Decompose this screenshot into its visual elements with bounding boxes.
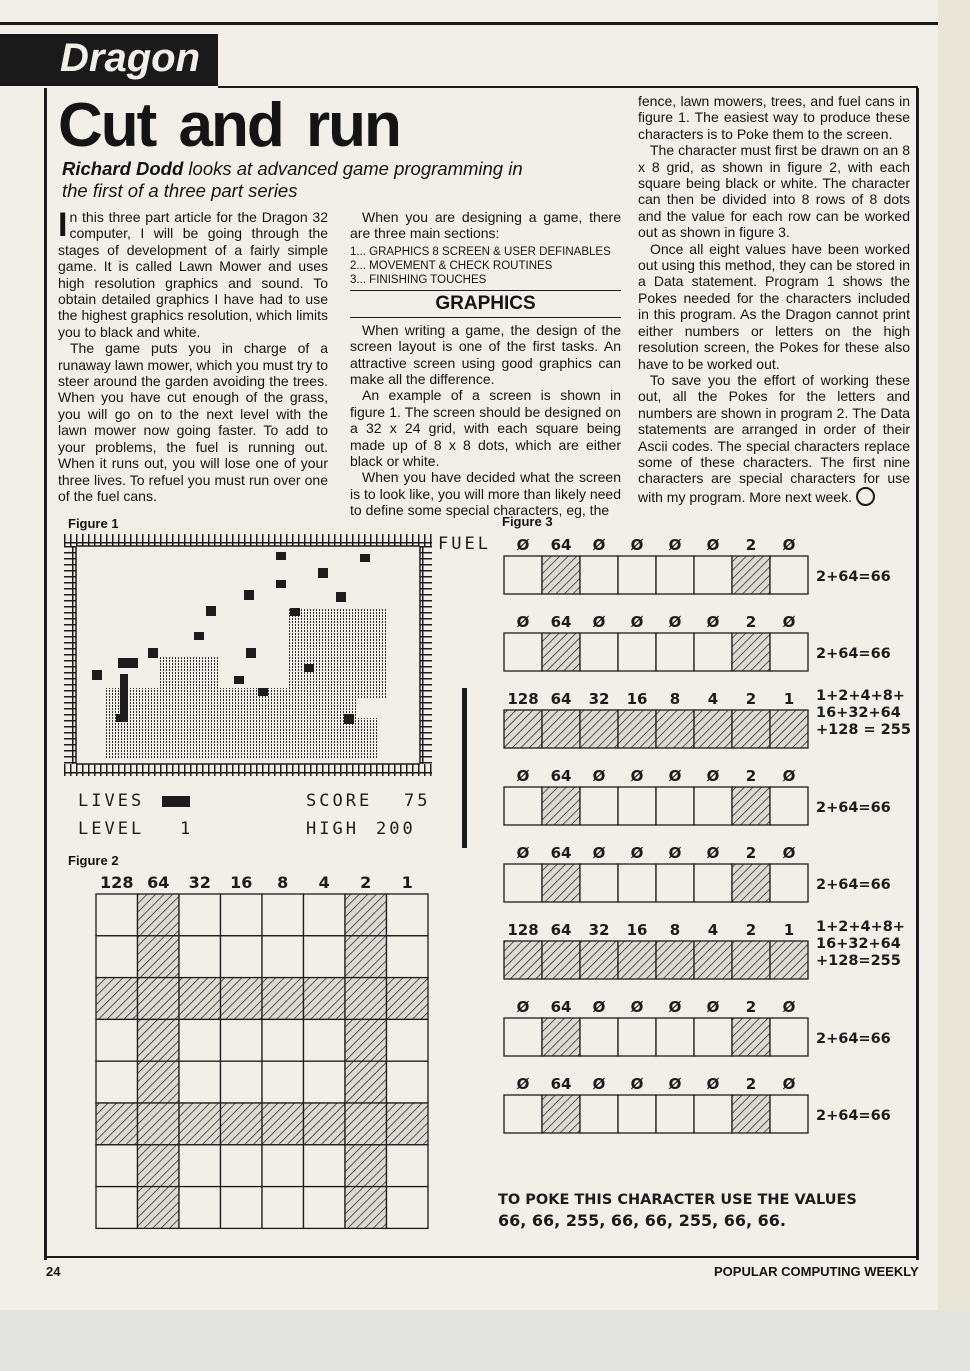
fig3-row-sum: +128 = 255: [816, 722, 911, 738]
fig3-cell-empty: [618, 1018, 656, 1056]
fig3-column-header: 2: [745, 767, 757, 785]
fig2-cell-empty: [387, 1061, 429, 1103]
tree-sprite: [148, 648, 158, 658]
fig3-row-sum: 16+32+64: [816, 936, 901, 952]
fig3-column-header: 16: [626, 921, 648, 939]
fig2-cell-filled: [345, 978, 387, 1020]
fig2-cell-empty: [96, 1145, 138, 1187]
fig3-column-header: Ø: [516, 613, 530, 631]
fig3-cell-empty: [656, 1018, 694, 1056]
fence-bottom: [64, 764, 432, 776]
page-number: 24: [46, 1264, 61, 1279]
article-column-2: [350, 209, 621, 519]
fig3-cell-empty: [618, 864, 656, 902]
fig3-cell-filled: [542, 710, 580, 748]
fig2-cell-filled: [345, 1019, 387, 1061]
fig2-cell-filled: [304, 1103, 346, 1145]
lawn-mower-sprite: [276, 552, 286, 560]
fig3-cell-empty: [770, 864, 808, 902]
drop-cap: I: [58, 206, 68, 244]
fig2-cell-empty: [262, 1187, 304, 1229]
fig2-cell-empty: [262, 1145, 304, 1187]
lives-mower-icon: [162, 796, 190, 807]
lawn-mower-sprite: [276, 580, 286, 588]
fig2-cell-filled: [345, 1061, 387, 1103]
fig2-cell-empty: [387, 936, 429, 978]
fig2-cell-filled: [221, 978, 263, 1020]
fig3-row-sum: 2+64=66: [816, 646, 891, 662]
lawn-mower-sprite: [234, 676, 244, 684]
fig3-cell-filled: [656, 710, 694, 748]
fig2-cell-empty: [387, 1019, 429, 1061]
fig3-cell-empty: [504, 633, 542, 671]
fig3-cell-filled: [504, 710, 542, 748]
fig3-column-header: Ø: [630, 844, 644, 862]
fig3-column-header: 2: [745, 844, 757, 862]
fig2-cell-empty: [179, 1019, 221, 1061]
fig2-cell-empty: [96, 936, 138, 978]
fig2-cell-filled: [179, 1103, 221, 1145]
fig3-column-header: Ø: [630, 767, 644, 785]
fig3-column-header: 128: [507, 690, 539, 708]
fig3-cell-empty: [580, 787, 618, 825]
fig3-column-header: Ø: [706, 767, 720, 785]
fig3-note-line-1: TO POKE THIS CHARACTER USE THE VALUES: [498, 1192, 857, 1208]
fig2-cell-empty: [221, 1187, 263, 1229]
section-list: [350, 245, 621, 287]
fig2-cell-empty: [179, 936, 221, 978]
fig3-column-header: Ø: [782, 613, 796, 631]
fig3-column-header: Ø: [668, 998, 682, 1016]
fig3-column-header: Ø: [668, 613, 682, 631]
fig2-cell-filled: [262, 978, 304, 1020]
lawn-mower-sprite: [290, 608, 300, 616]
fig3-column-header: Ø: [706, 613, 720, 631]
fig3-column-header: 8: [669, 921, 681, 939]
fig3-cell-empty: [694, 864, 732, 902]
fig2-cell-empty: [304, 1145, 346, 1187]
tree-sprite: [244, 590, 254, 600]
fig3-column-header: Ø: [592, 1075, 606, 1093]
fig3-column-header: 64: [550, 613, 572, 631]
fuel-can-sprite: [336, 592, 346, 602]
fig3-cell-empty: [504, 1095, 542, 1133]
fig3-cell-empty: [656, 1095, 694, 1133]
fig2-cell-empty: [387, 1187, 429, 1229]
fig3-cell-filled: [732, 787, 770, 825]
article-column-1: [58, 206, 328, 504]
fig3-column-header: Ø: [630, 998, 644, 1016]
fig3-row-sum: 16+32+64: [816, 705, 901, 721]
fig2-cell-empty: [304, 894, 346, 936]
tree-sprite: [344, 714, 354, 724]
fig3-column-header: 2: [745, 1075, 757, 1093]
figure-1-game-screen: [58, 528, 498, 848]
fig3-column-header: Ø: [592, 613, 606, 631]
fig3-cell-empty: [656, 556, 694, 594]
fig3-cell-filled: [656, 941, 694, 979]
fig2-cell-filled: [96, 1103, 138, 1145]
fig3-row-sum: 1+2+4+8+: [816, 919, 905, 935]
fig3-cell-empty: [618, 1095, 656, 1133]
fig3-column-header: Ø: [706, 998, 720, 1016]
fig2-cell-empty: [221, 936, 263, 978]
tree-sprite: [206, 606, 216, 616]
fig3-cell-empty: [694, 1095, 732, 1133]
fig2-cell-empty: [221, 1145, 263, 1187]
fig3-cell-empty: [694, 556, 732, 594]
section-item: 1... GRAPHICS 8 SCREEN & USER DEFINABLES: [350, 245, 611, 258]
fig3-column-header: Ø: [668, 844, 682, 862]
fig2-cell-filled: [345, 936, 387, 978]
fig3-cell-filled: [732, 556, 770, 594]
fig3-column-header: Ø: [782, 1075, 796, 1093]
fig3-column-header: 64: [550, 844, 572, 862]
fig3-cell-empty: [504, 556, 542, 594]
fig3-cell-empty: [694, 787, 732, 825]
fig2-cell-filled: [138, 1019, 180, 1061]
fig2-cell-filled: [387, 1103, 429, 1145]
fig2-cell-empty: [96, 1019, 138, 1061]
fig2-column-header: 64: [147, 873, 170, 892]
fig3-row-sum: 2+64=66: [816, 1031, 891, 1047]
grass-area: [288, 608, 388, 698]
fig3-column-header: 128: [507, 921, 539, 939]
fig3-cell-filled: [542, 1018, 580, 1056]
fig2-cell-empty: [304, 1187, 346, 1229]
fig2-cell-filled: [262, 1103, 304, 1145]
fig3-column-header: 4: [707, 921, 719, 939]
section-banner-text: Dragon: [60, 36, 200, 80]
fig3-column-header: Ø: [592, 767, 606, 785]
fig3-column-header: 64: [550, 690, 572, 708]
figure-3-row-values: [494, 528, 914, 1248]
tree-sprite: [318, 568, 328, 578]
fig2-cell-empty: [262, 894, 304, 936]
paragraph: Once all eight values have been worked out using this method, they can be stored in a Data statement. Program 1 shows the Pokes needed for the characters included in this program. As the Dragon cannot print either numbers or letters on the high resolution screen, the Pokes for these also have to be worked out.: [638, 240, 910, 372]
fig3-cell-filled: [580, 941, 618, 979]
fig3-column-header: Ø: [592, 536, 606, 554]
headline: Cut and run: [58, 91, 400, 160]
paragraph: The character must first be drawn on an 8 x 8 grid, as shown in figure 2, with each square being black or white. The character can then be divided into 8 rows of 8 dots and the value for each row can be worked out as shown in figure 3.: [638, 142, 910, 241]
next-page-edge: [938, 0, 970, 1310]
fig2-cell-filled: [138, 978, 180, 1020]
high-value: 200: [376, 819, 416, 839]
fig2-cell-empty: [96, 894, 138, 936]
top-rule: [0, 22, 938, 25]
level-value: 1: [180, 819, 194, 839]
fig3-column-header: 32: [588, 690, 610, 708]
tree-sprite: [92, 670, 102, 680]
tree-sprite: [118, 658, 138, 668]
tree-trunk: [120, 674, 128, 714]
tree-sprite: [246, 648, 256, 658]
fig3-column-header: 64: [550, 767, 572, 785]
high-label: HIGH: [306, 819, 359, 839]
section-item: 3... FINISHING TOUCHES: [350, 273, 487, 286]
figure-2-label: Figure 2: [68, 853, 119, 868]
end-mark-icon: [856, 487, 875, 506]
figure-1-label: Figure 1: [68, 516, 119, 531]
fig3-cell-empty: [580, 1095, 618, 1133]
fig3-column-header: Ø: [592, 844, 606, 862]
fig3-cell-filled: [542, 1095, 580, 1133]
fig2-cell-filled: [304, 978, 346, 1020]
fig3-cell-filled: [618, 941, 656, 979]
fig2-cell-filled: [221, 1103, 263, 1145]
fig3-column-header: Ø: [630, 1075, 644, 1093]
fig3-cell-empty: [770, 633, 808, 671]
fig2-cell-empty: [221, 1061, 263, 1103]
fence-top: [64, 534, 432, 546]
fig3-cell-empty: [504, 787, 542, 825]
fig3-cell-filled: [580, 710, 618, 748]
right-frame-rule: [916, 88, 919, 1260]
fig2-cell-empty: [262, 936, 304, 978]
section-banner: [0, 34, 218, 86]
fig3-column-header: 16: [626, 690, 648, 708]
article-column-3: [638, 93, 910, 506]
bottom-frame-rule: [46, 1256, 916, 1258]
fig3-cell-empty: [580, 556, 618, 594]
fig3-cell-filled: [542, 556, 580, 594]
lawn-mower-sprite: [360, 554, 370, 562]
fig2-cell-filled: [345, 1145, 387, 1187]
fig3-column-header: Ø: [516, 1075, 530, 1093]
fig2-cell-filled: [345, 1103, 387, 1145]
fig2-column-header: 2: [360, 873, 372, 892]
section-item: 2... MOVEMENT & CHECK ROUTINES: [350, 259, 553, 272]
fence-right: [420, 546, 432, 764]
fig3-column-header: Ø: [630, 536, 644, 554]
fig3-column-header: 2: [745, 690, 757, 708]
fig3-row-sum: 2+64=66: [816, 877, 891, 893]
fig3-column-header: Ø: [630, 613, 644, 631]
fig3-column-header: Ø: [706, 844, 720, 862]
fig3-cell-empty: [770, 787, 808, 825]
fig3-column-header: 2: [745, 613, 757, 631]
fig3-row-sum: 1+2+4+8+: [816, 688, 905, 704]
fig2-cell-empty: [262, 1019, 304, 1061]
fig3-cell-empty: [580, 1018, 618, 1056]
fig3-cell-filled: [770, 941, 808, 979]
fig2-cell-filled: [387, 978, 429, 1020]
fig3-cell-filled: [542, 787, 580, 825]
fig3-cell-empty: [770, 1095, 808, 1133]
standfirst-text: looks at advanced game programming in the first of a three part series: [62, 158, 523, 201]
fig3-cell-filled: [732, 941, 770, 979]
fig2-column-header: 8: [277, 873, 289, 892]
fig2-cell-filled: [345, 894, 387, 936]
fig3-cell-empty: [504, 864, 542, 902]
paragraph: The game puts you in charge of a runaway lawn mower, which you must try to steer around the garden avoiding the trees. When you have cut enough of the grass, you will go on to the next level with the lawn mower now going faster. To add to your problems, the fuel is running out. When it runs out, you will lose one of your three lives. To refuel you must run over one of the fuel cans.: [58, 340, 328, 504]
fig3-row-sum: 2+64=66: [816, 1108, 891, 1124]
fig3-cell-empty: [656, 864, 694, 902]
fig3-cell-empty: [770, 1018, 808, 1056]
fig3-cell-empty: [618, 787, 656, 825]
fig3-column-header: 64: [550, 536, 572, 554]
left-frame-rule: [44, 88, 47, 1260]
fig3-column-header: 1: [783, 690, 795, 708]
lawn-mower-sprite: [194, 632, 204, 640]
paragraph: An example of a screen is shown in figure 1. The screen should be designed on a 32 x 24 grid, with each square being made up of 8 x 8 dots, which are either black or white.: [350, 387, 621, 470]
fig2-cell-empty: [221, 894, 263, 936]
fig3-column-header: Ø: [516, 536, 530, 554]
fig2-cell-empty: [262, 1061, 304, 1103]
paragraph: fence, lawn mowers, trees, and fuel cans in figure 1. The easiest way to produce these characters is to Poke them to the screen.: [638, 93, 910, 142]
fig2-column-header: 1: [401, 873, 413, 892]
fig3-column-header: Ø: [592, 998, 606, 1016]
fig3-cell-empty: [618, 633, 656, 671]
fig2-cell-filled: [138, 1187, 180, 1229]
fig3-column-header: Ø: [782, 767, 796, 785]
fig2-cell-empty: [304, 1019, 346, 1061]
fig2-cell-empty: [304, 1061, 346, 1103]
score-value: 75: [404, 791, 431, 811]
fig3-cell-empty: [580, 633, 618, 671]
fence-left: [64, 546, 76, 764]
fig3-cell-filled: [732, 1095, 770, 1133]
fig2-cell-filled: [138, 894, 180, 936]
fig3-cell-filled: [770, 710, 808, 748]
fig3-column-header: 64: [550, 998, 572, 1016]
fig3-column-header: Ø: [782, 998, 796, 1016]
figure-3-label: Figure 3: [502, 514, 553, 529]
fig2-cell-empty: [387, 1145, 429, 1187]
fig3-column-header: Ø: [516, 767, 530, 785]
fig3-column-header: 64: [550, 1075, 572, 1093]
fig3-cell-filled: [732, 864, 770, 902]
fig3-cell-filled: [542, 941, 580, 979]
level-label: LEVEL: [78, 819, 145, 839]
lawn-mower-sprite: [116, 714, 128, 722]
fig3-column-header: Ø: [782, 844, 796, 862]
fig2-cell-empty: [179, 1145, 221, 1187]
paragraph-text: To save you the effort of working these out, all the Pokes for the letters and numbers are shown in program 2. The Data statements are arranged in order of their Ascii codes. The special characters replace some of these characters. The first nine characters are special characters for use with my program. More next week.: [638, 371, 910, 505]
fig3-column-header: 2: [745, 921, 757, 939]
scan-background: [0, 1310, 970, 1371]
score-label: SCORE: [306, 791, 373, 811]
fig3-cell-filled: [732, 1018, 770, 1056]
fig3-cell-empty: [618, 556, 656, 594]
fig3-column-header: Ø: [668, 1075, 682, 1093]
fig2-cell-empty: [179, 1061, 221, 1103]
fig3-row-sum: 2+64=66: [816, 569, 891, 585]
paragraph: When you have decided what the screen is to look like, you will more than likely need to define some special characters, eg, the: [350, 469, 621, 519]
paragraph: [58, 206, 328, 340]
fig2-column-header: 4: [318, 873, 330, 892]
fig2-cell-filled: [345, 1187, 387, 1229]
fig3-cell-empty: [770, 556, 808, 594]
fig3-cell-filled: [732, 633, 770, 671]
fig2-column-header: 128: [100, 873, 134, 892]
fuel-label: FUEL: [438, 534, 491, 554]
lawn-mower-sprite: [304, 664, 314, 672]
fig2-cell-empty: [96, 1187, 138, 1229]
paragraph: When writing a game, the design of the screen layout is one of the first tasks. An attractive screen using good graphics can make all the difference.: [350, 321, 621, 388]
fig2-cell-filled: [96, 978, 138, 1020]
lawn-mower-sprite: [258, 688, 268, 696]
fuel-gauge-bar: [462, 688, 467, 848]
fig3-cell-filled: [618, 710, 656, 748]
fig2-column-header: 32: [188, 873, 211, 892]
author-name: Richard Dodd: [62, 158, 184, 179]
fig3-column-header: 2: [745, 536, 757, 554]
fig3-column-header: Ø: [516, 998, 530, 1016]
fig2-cell-empty: [304, 936, 346, 978]
fig3-column-header: 64: [550, 921, 572, 939]
fig3-cell-filled: [542, 633, 580, 671]
fig3-cell-empty: [656, 787, 694, 825]
fig3-row-sum: 2+64=66: [816, 800, 891, 816]
fig3-column-header: 4: [707, 690, 719, 708]
fig3-note-line-2: 66, 66, 255, 66, 66, 255, 66, 66.: [498, 1211, 787, 1230]
fig3-cell-empty: [580, 864, 618, 902]
graphics-heading: GRAPHICS: [350, 290, 621, 318]
fig3-column-header: Ø: [516, 844, 530, 862]
fig2-cell-filled: [179, 978, 221, 1020]
standfirst: [62, 158, 542, 202]
grass-area: [158, 656, 218, 696]
fig3-row-sum: +128=255: [816, 953, 901, 969]
fig2-cell-empty: [179, 894, 221, 936]
fig2-cell-filled: [138, 1103, 180, 1145]
lives-label: LIVES: [78, 791, 145, 811]
fig3-cell-filled: [732, 710, 770, 748]
fig3-cell-empty: [694, 1018, 732, 1056]
fig3-cell-filled: [504, 941, 542, 979]
fig3-cell-filled: [694, 710, 732, 748]
fig3-cell-filled: [542, 864, 580, 902]
fig3-column-header: Ø: [706, 536, 720, 554]
fig2-column-header: 16: [230, 873, 253, 892]
fig2-cell-empty: [221, 1019, 263, 1061]
fig3-column-header: Ø: [668, 767, 682, 785]
paragraph-text: n this three part article for the Dragon 32 computer, I will be going through the stages of development of a fairly simple game. It is called Lawn Mower and uses high resolution graphics and sound. To obtain detailed graphics I have had to use the highest graphics resolution, which limits you to black and white.: [58, 209, 328, 340]
fig3-cell-empty: [504, 1018, 542, 1056]
fig3-cell-empty: [656, 633, 694, 671]
fig3-column-header: Ø: [782, 536, 796, 554]
fig2-cell-empty: [179, 1187, 221, 1229]
fig2-cell-filled: [138, 1061, 180, 1103]
fig3-column-header: 8: [669, 690, 681, 708]
fig2-cell-empty: [96, 1061, 138, 1103]
paragraph: [638, 372, 910, 506]
fig3-cell-empty: [694, 633, 732, 671]
fig3-column-header: 32: [588, 921, 610, 939]
magazine-name: POPULAR COMPUTING WEEKLY: [714, 1264, 919, 1279]
figure-2-character-grid: [90, 866, 435, 1236]
fig3-cell-filled: [694, 941, 732, 979]
fig2-cell-filled: [138, 936, 180, 978]
header-rule: [218, 86, 918, 88]
paragraph: When you are designing a game, there are three main sections:: [350, 209, 621, 242]
fig3-column-header: 2: [745, 998, 757, 1016]
fig3-column-header: 1: [783, 921, 795, 939]
fig2-cell-filled: [138, 1145, 180, 1187]
fig3-column-header: Ø: [706, 1075, 720, 1093]
fig2-cell-empty: [387, 894, 429, 936]
fig3-column-header: Ø: [668, 536, 682, 554]
